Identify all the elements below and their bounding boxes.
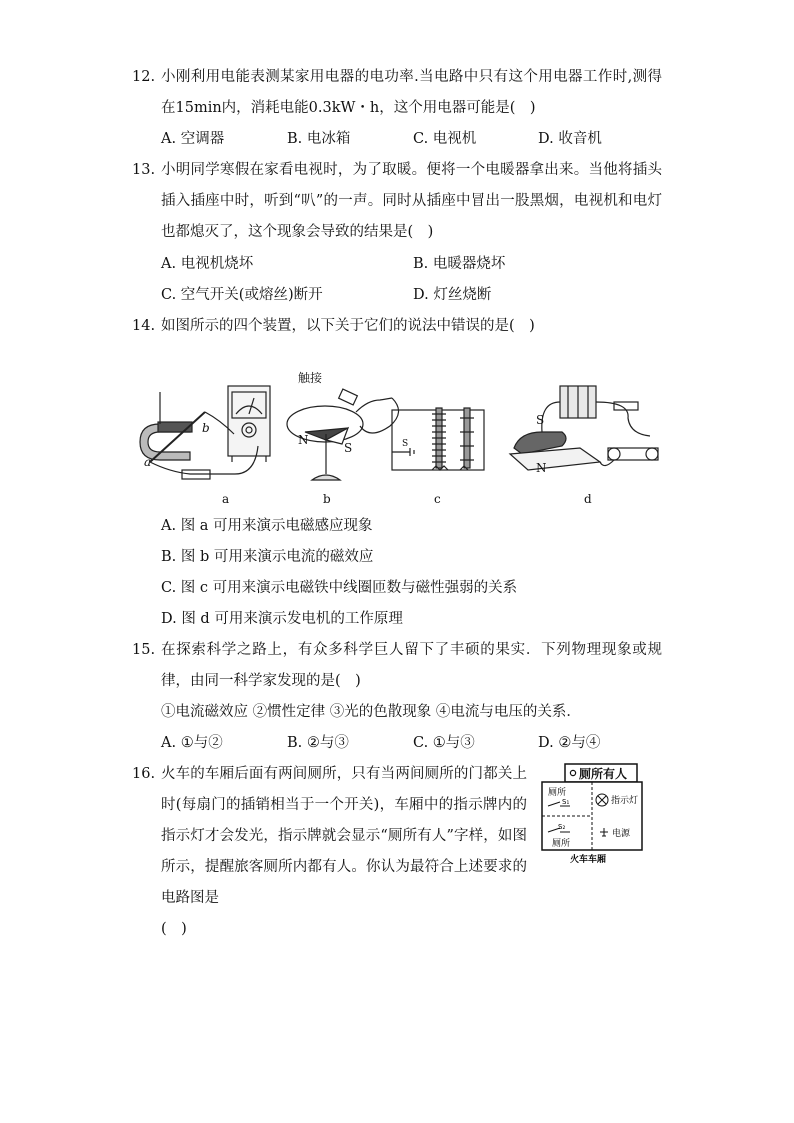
question-16 [132, 759, 527, 945]
label-b-s: S [344, 441, 353, 455]
lamp-label: 指示灯 [611, 796, 639, 806]
options-15 [161, 728, 661, 759]
label-touch: 触接 [298, 371, 323, 385]
options-13-row1 [161, 249, 661, 280]
label-d-s: S [536, 413, 545, 427]
figure-label-c: c [434, 492, 441, 506]
room2-label: 厕所 [552, 839, 571, 849]
power-label: 电源 [612, 829, 631, 839]
question-text: 如图所示的四个装置，以下关于它们的说法中错误的是( ) [161, 318, 535, 334]
question-number: 15. [132, 642, 156, 658]
option-c[interactable]: C. 图 c 可用来演示电磁铁中线圈匝数与磁性强弱的关系 [161, 580, 518, 596]
question-13 [132, 155, 662, 248]
sign-caption: 火车车厢 [570, 855, 607, 865]
q15-items [161, 697, 661, 728]
switch-s2-label: S₂ [558, 823, 566, 831]
option-c[interactable]: C. 空气开关(或熔丝)断开 [161, 287, 323, 303]
figure-d-apparatus [510, 386, 658, 470]
question-number: 16. [132, 766, 156, 782]
q14-figure [130, 362, 670, 512]
option-b[interactable]: B. 电冰箱 [287, 131, 351, 147]
option-c[interactable]: C. ①与③ [413, 735, 475, 751]
question-15 [132, 635, 662, 697]
question-number: 14. [132, 318, 156, 334]
q16-sign-figure [540, 762, 644, 866]
option-b[interactable]: B. 电暖器烧坏 [413, 256, 506, 272]
figure-label-b: b [323, 492, 331, 506]
label-c-switch: S [402, 439, 409, 449]
label-b-n: N [298, 433, 309, 447]
options-14-b [161, 542, 661, 573]
options-13-row2 [161, 280, 661, 311]
option-d[interactable]: D. 灯丝烧断 [413, 287, 492, 303]
room1-label: 厕所 [548, 788, 567, 798]
option-a[interactable]: A. 空调器 [161, 131, 225, 147]
options-12 [161, 124, 661, 155]
option-d[interactable]: D. 图 d 可用来演示发电机的工作原理 [161, 611, 403, 627]
figure-label-a: a [222, 492, 230, 506]
label-small-a: a [144, 455, 152, 469]
question-text: 在探索科学之路上，有众多科学巨人留下了丰硕的果实．下列物理现象或规律，由同一科学家发现的是( ) [161, 642, 662, 689]
label-small-b: b [202, 421, 210, 435]
question-number: 13. [132, 162, 156, 178]
option-a[interactable]: A. 图 a 可用来演示电磁感应现象 [161, 518, 373, 534]
options-14-c [161, 573, 661, 604]
option-d[interactable]: D. 收音机 [538, 131, 602, 147]
option-c[interactable]: C. 电视机 [413, 131, 477, 147]
question-14 [132, 311, 662, 342]
question-number: 12. [132, 69, 156, 85]
question-text: 小刚利用电能表测某家用电器的电功率.当电路中只有这个用电器工作时,测得在15min内，消耗电能0.3kW・h，这个用电器可能是( ) [161, 69, 662, 116]
question-text: 小明同学寒假在家看电视时，为了取暖。便将一个电暖器拿出来。当他将插头插入插座中时，听到“叭”的一声。同时从插座中冒出一股黑烟，电视机和电灯也都熄灭了，这个现象会导致的结果是( ) [161, 162, 662, 240]
option-b[interactable]: B. ②与③ [287, 735, 349, 751]
figure-label-d: d [584, 492, 592, 506]
statement-list: ①电流磁效应 ②惯性定律 ③光的色散现象 ④电流与电压的关系． [161, 704, 581, 720]
options-14-a [161, 511, 661, 542]
option-b[interactable]: B. 图 b 可用来演示电流的磁效应 [161, 549, 374, 565]
answer-paren: ( ) [161, 921, 187, 937]
options-14-d [161, 604, 661, 635]
sign-title: 厕所有人 [579, 767, 628, 781]
option-d[interactable]: D. ②与④ [538, 735, 601, 751]
option-a[interactable]: A. 电视机烧坏 [161, 256, 254, 272]
switch-s1-label: S₁ [562, 798, 570, 806]
question-12 [132, 62, 662, 124]
question-text: 火车的车厢后面有两间厕所，只有当两间厕所的门都关上时(每扇门的插销相当于一个开关)，车厢中的指示牌内的指示灯才会发光，指示牌就会显示“厕所有人”字样，如图所示，提醒旅客厕所内都有人。你认为最符合上述要求的电路图是 [161, 766, 527, 906]
label-d-n: N [536, 461, 547, 475]
option-a[interactable]: A. ①与② [161, 735, 223, 751]
